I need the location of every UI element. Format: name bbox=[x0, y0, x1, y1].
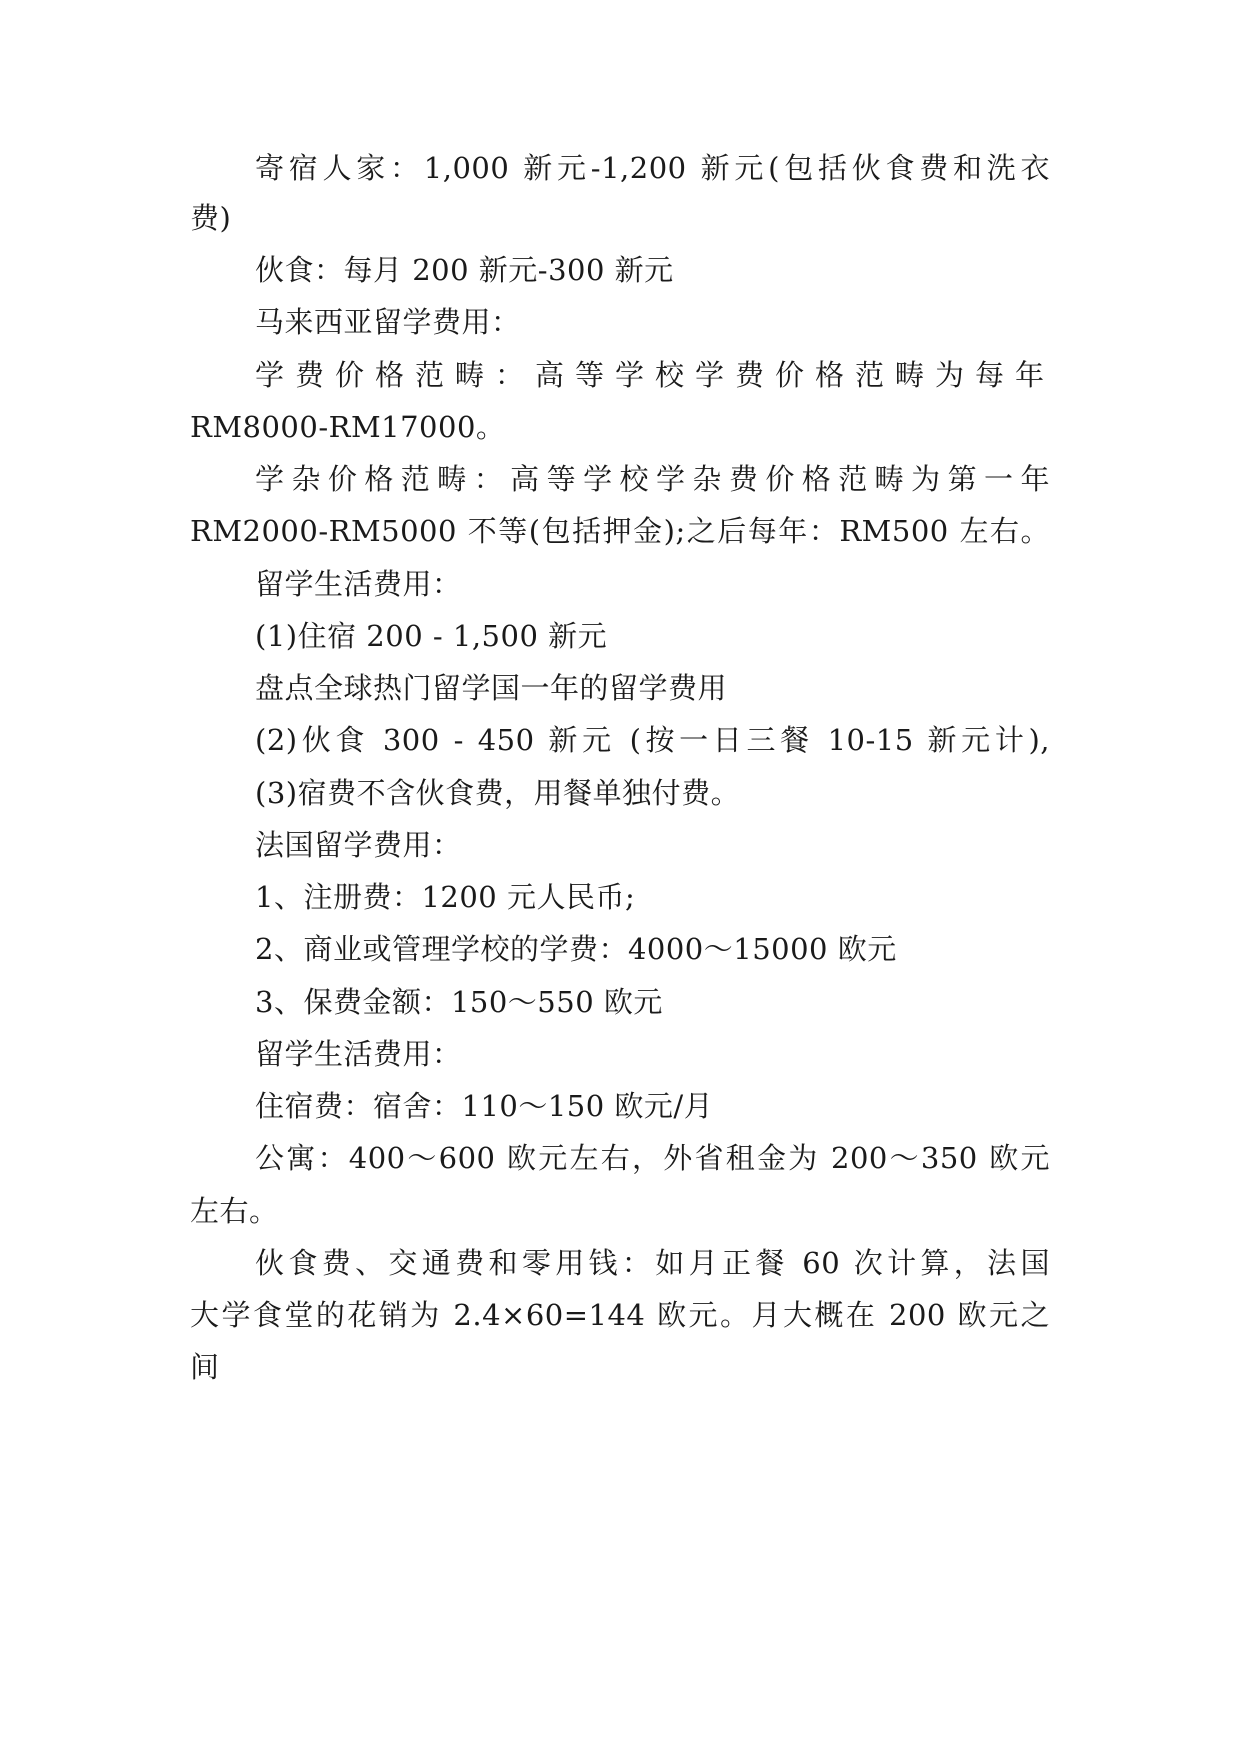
text-line: RM2000-RM5000 不等(包括押金);之后每年：RM500 左右。 bbox=[190, 514, 1050, 548]
text-line: 伙食费、交通费和零用钱：如月正餐 60 次计算，法国 bbox=[255, 1246, 1050, 1280]
text-line: 间 bbox=[190, 1350, 220, 1384]
text-line: 留学生活费用： bbox=[255, 567, 462, 601]
text-line: 留学生活费用： bbox=[255, 1037, 462, 1071]
text-line: 左右。 bbox=[190, 1194, 279, 1228]
text-line: 费) bbox=[190, 201, 232, 235]
text-line: 3、保费金额：150～550 欧元 bbox=[255, 985, 663, 1019]
text-line: (3)宿费不含伙食费，用餐单独付费。 bbox=[255, 776, 741, 810]
text-line: 大学食堂的花销为 2.4×60=144 欧元。月大概在 200 欧元之 bbox=[190, 1298, 1050, 1332]
text-line: 盘点全球热门留学国一年的留学费用 bbox=[255, 671, 728, 705]
text-line: 学杂价格范畴：高等学校学杂费价格范畴为第一年 bbox=[255, 462, 1050, 496]
text-line: 法国留学费用： bbox=[255, 828, 462, 862]
text-line: (2)伙食 300 - 450 新元 (按一日三餐 10-15 新元计), bbox=[255, 723, 1050, 757]
text-line: 寄宿人家：1,000 新元-1,200 新元(包括伙食费和洗衣 bbox=[255, 151, 1050, 185]
text-line: 学费价格范畴：高等学校学费价格范畴为每年 bbox=[255, 358, 1050, 392]
text-line: RM8000-RM17000。 bbox=[190, 410, 506, 444]
text-line: 1、注册费：1200 元人民币; bbox=[255, 880, 636, 914]
text-line: (1)住宿 200 - 1,500 新元 bbox=[255, 619, 608, 653]
text-line: 公寓：400～600 欧元左右，外省租金为 200～350 欧元 bbox=[255, 1141, 1050, 1175]
text-line: 住宿费：宿舍：110～150 欧元/月 bbox=[255, 1089, 714, 1123]
text-line: 2、商业或管理学校的学费：4000～15000 欧元 bbox=[255, 932, 897, 966]
text-line: 马来西亚留学费用： bbox=[255, 305, 521, 339]
text-line: 伙食：每月 200 新元-300 新元 bbox=[255, 253, 674, 287]
